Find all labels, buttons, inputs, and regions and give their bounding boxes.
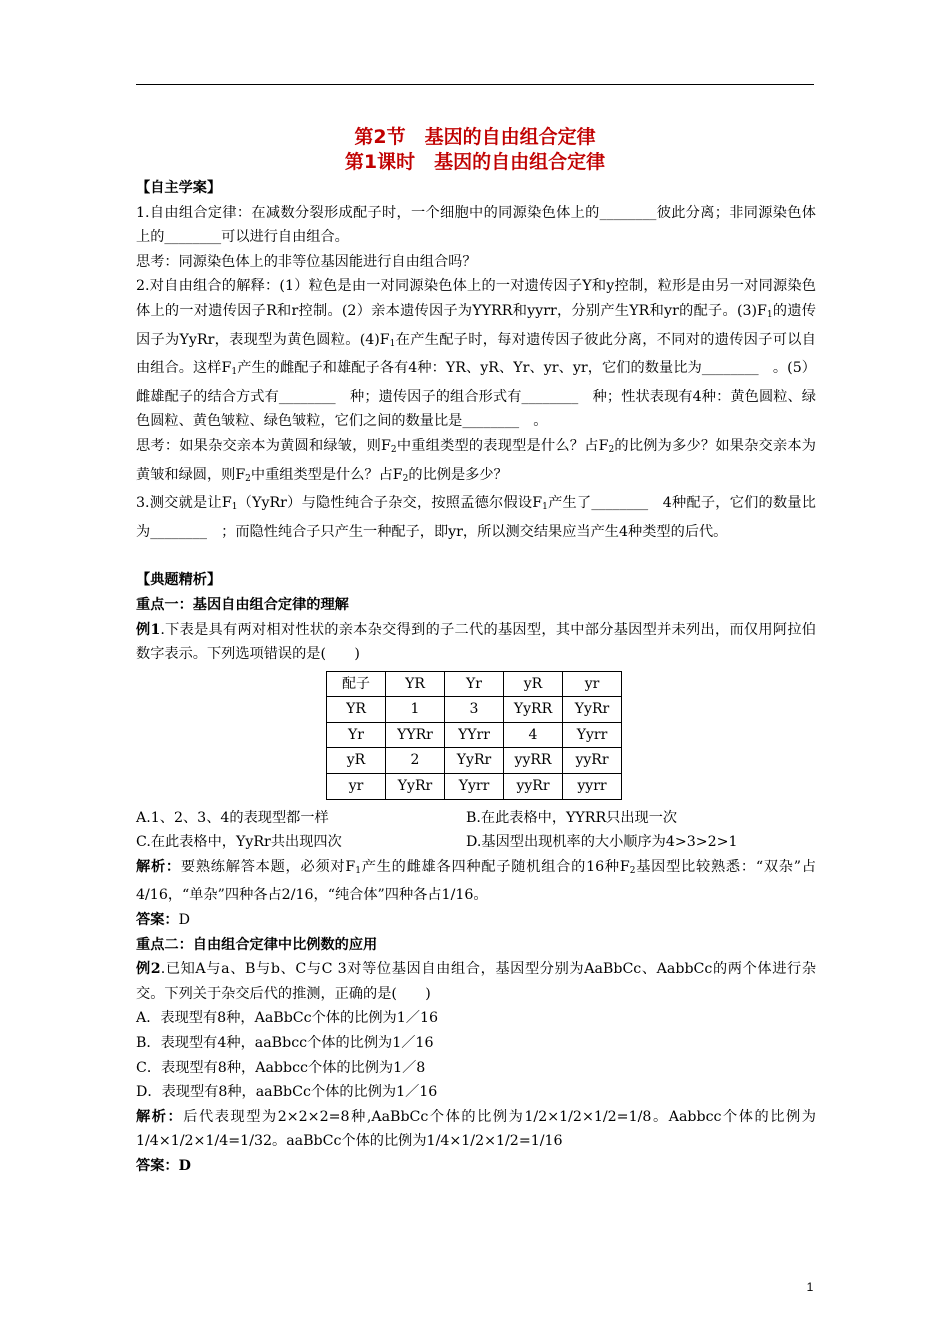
table-row bbox=[327, 748, 622, 774]
example-1-options-row-2 bbox=[136, 830, 816, 855]
option-c: C.在此表格中，YyRr共出现四次 bbox=[136, 834, 342, 851]
gamete-table bbox=[326, 671, 622, 800]
option-a: A.1、2、3、4的表现型都一样 bbox=[136, 809, 329, 826]
example-1-options-row-1 bbox=[136, 806, 816, 831]
typical-questions-heading: 【典题精析】 bbox=[136, 572, 222, 589]
table-cell: Yr bbox=[445, 671, 504, 697]
table-cell: 配子 bbox=[327, 671, 386, 697]
table-cell: yr bbox=[563, 671, 622, 697]
example-1-analysis: 解析：要熟练解答本题，必须对$F_1$产生的雌雄各四种配子随机组合的16种$F_2$基因型比较熟悉：“双杂”占4/16，“单杂”四种各占2/16，“纯合体”四种各占1/16。 bbox=[136, 858, 816, 904]
option-c: C．表现型有8种，Aabbcc个体的比例为1／8 bbox=[136, 1059, 426, 1076]
example-1-answer: 答案：D bbox=[136, 912, 190, 929]
example-2-answer: 答案：D bbox=[136, 1157, 191, 1174]
option-b: B.在此表格中，YYRR只出现一次 bbox=[466, 809, 678, 826]
table-cell: YYrr bbox=[445, 722, 504, 748]
table-cell: YyRr bbox=[386, 774, 445, 800]
table-cell: 4 bbox=[504, 722, 563, 748]
option-d: D.基因型出现机率的大小顺序为4>3>2>1 bbox=[466, 834, 738, 851]
page-number: 1 bbox=[806, 1280, 814, 1294]
table-cell: YyRR bbox=[504, 697, 563, 723]
table-cell: Yyrr bbox=[563, 722, 622, 748]
table-cell: yyrr bbox=[563, 774, 622, 800]
question-3: 3.测交就是让$F_1(YyRr)$与隐性纯合子杂交，按照孟德尔假设$F_1$产生了________ 4种配子，它们的数量比为________ ；而隐性纯合子只产生一种配子，即yr，所以测交结果应当产生4种类型的后代。 bbox=[136, 495, 816, 540]
table-cell: 1 bbox=[386, 697, 445, 723]
lesson-title: 第1课时 基因的自由组合定律 bbox=[344, 151, 606, 173]
table-row bbox=[327, 774, 622, 800]
think-2: 思考：如果杂交亲本为黄圆和绿皱，则$F_2$中重组类型的表现型是什么？占$F_2$的比例为多少？如果杂交亲本为黄皱和绿圆，则$F_2$中重组类型是什么？占$F_2$的比例是多少？ bbox=[136, 437, 816, 484]
table-row bbox=[327, 671, 622, 697]
table-cell: yyRr bbox=[563, 748, 622, 774]
section-title: 第2节 基因的自由组合定律 bbox=[354, 126, 596, 148]
table-cell: yyRR bbox=[504, 748, 563, 774]
think-1: 思考：同源染色体上的非等位基因能进行自由组合吗？ bbox=[136, 253, 477, 270]
example-2-analysis: 解析：后代表现型为2×2×2=8种,AaBbCc个体的比例为1/2×1/2×1/2=1/8。Aabbcc个体的比例为1/4×1/2×1/4=1/32。aaBbCc个体的比例为1/4×1/2×1/2=1/16 bbox=[136, 1108, 816, 1150]
table-cell: YyRr bbox=[563, 697, 622, 723]
table-row bbox=[327, 722, 622, 748]
question-2: 2.对自由组合的解释：(1）粒色是由一对同源染色体上的一对遗传因子Y和y控制，粒形是由另一对同源染色体上的一对遗传因子R和r控制。(2）亲本遗传因子为YYRR和yyrr，分别产生YR和yr的配子。$(3)F_1$的遗传因子为YyRr，表现型为黄色圆粒。$(4)F_1$在产生配子时，每对遗传因子彼此分离，不同对的遗传因子可以自由组合。这样$F_1$产生的雌配子和雄配子各有4种：YR、yR、Yr、yr、yr，它们的数量比为________ 。(5）雌雄配子的结合方式有________ 种；遗传因子的组合形式有________ 种；性状表现有4种：黄色圆粒、绿色圆粒、黄色皱粒、绿色皱粒，它们之间的数量比是________ 。 bbox=[136, 278, 816, 430]
self-study-heading: 【自主学案】 bbox=[136, 180, 222, 196]
table-row bbox=[327, 697, 622, 723]
option-a: A．表现型有8种，AaBbCc个体的比例为1／16 bbox=[136, 1010, 438, 1027]
table-cell: yr bbox=[327, 774, 386, 800]
table-cell: yR bbox=[504, 671, 563, 697]
question-1: 1.自由组合定律：在减数分裂形成配子时，一个细胞中的同源染色体上的________彼此分离；非同源染色体上的________可以进行自由组合。 bbox=[136, 204, 816, 246]
table-cell: 3 bbox=[445, 697, 504, 723]
table-cell: yyRr bbox=[504, 774, 563, 800]
example-1-stem: 例1.下表是具有两对相对性状的亲本杂交得到的子二代的基因型，其中部分基因型并未列出，而仅用阿拉伯数字表示。下列选项错误的是( ) bbox=[136, 621, 816, 663]
table-cell: YR bbox=[386, 671, 445, 697]
key-point-1: 重点一：基因自由组合定律的理解 bbox=[136, 596, 349, 613]
option-d: D．表现型有8种，aaBbCc个体的比例为1／16 bbox=[136, 1084, 438, 1101]
table-cell: YyRr bbox=[445, 748, 504, 774]
document-body bbox=[136, 176, 816, 1179]
table-cell: YYRr bbox=[386, 722, 445, 748]
table-cell: YR bbox=[327, 697, 386, 723]
header-rule bbox=[136, 84, 814, 85]
table-cell: 2 bbox=[386, 748, 445, 774]
table-cell: Yr bbox=[327, 722, 386, 748]
table-cell: Yyrr bbox=[445, 774, 504, 800]
option-b: B．表现型有4种，aaBbcc个体的比例为1／16 bbox=[136, 1035, 434, 1051]
key-point-2: 重点二：自由组合定律中比例数的应用 bbox=[136, 936, 378, 953]
table-cell: yR bbox=[327, 748, 386, 774]
example-2-stem: 例2.已知A与a、B与b、C与C 3对等位基因自由组合，基因型分别为AaBbCc、AabbCc的两个体进行杂交。下列关于杂交后代的推测，正确的是( ) bbox=[136, 961, 817, 1002]
